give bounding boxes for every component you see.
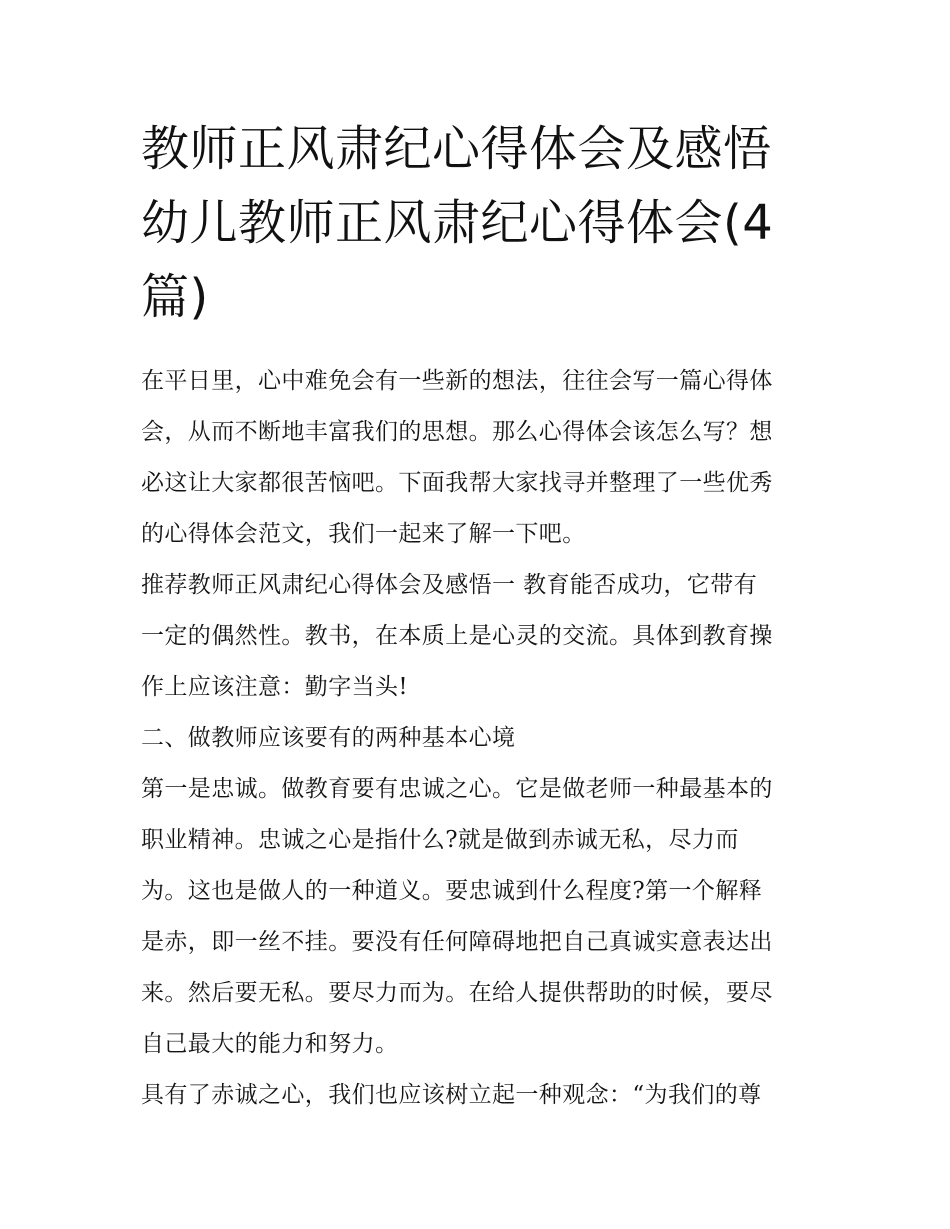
text-line: 是赤，即一丝不挂。要没有任何障碍地把自己真诚实意表达出 — [141, 929, 773, 955]
document-body — [141, 356, 813, 1121]
text-line: 二、做教师应该要有的两种基本心境 — [141, 725, 516, 751]
document-title — [141, 112, 813, 334]
text-line: 自己最大的能力和努力。 — [141, 1031, 399, 1057]
text-line: 具有了赤诚之心，我们也应该树立起一种观念：“为我们的尊 — [141, 1082, 762, 1108]
text-line: 职业精神。忠诚之心是指什么?就是做到赤诚无私，尽力而 — [141, 827, 739, 853]
text-line: 会，从而不断地丰富我们的思想。那么心得体会该怎么写？想 — [141, 419, 773, 445]
text-line: 必这让大家都很苦恼吧。下面我帮大家找寻并整理了一些优秀 — [141, 470, 773, 496]
title-line: 教师正风肃纪心得体会及感悟 — [141, 121, 772, 177]
title-line: 幼儿教师正风肃纪心得体会(4 — [141, 195, 774, 251]
text-line: 作上应该注意：勤字当头! — [141, 674, 409, 700]
loyalty-paragraph — [141, 764, 813, 1070]
intro-paragraph — [141, 356, 813, 560]
sincerity-paragraph — [141, 1070, 813, 1121]
section-heading — [141, 713, 813, 764]
text-line: 推荐教师正风肃纪心得体会及感悟一 教育能否成功，它带有 — [141, 572, 758, 598]
recommend-paragraph — [141, 560, 813, 713]
text-line: 第一是忠诚。做教育要有忠诚之心。它是做老师一种最基本的 — [141, 776, 773, 802]
text-line: 在平日里，心中难免会有一些新的想法，往往会写一篇心得体 — [141, 368, 773, 394]
text-line: 的心得体会范文，我们一起来了解一下吧。 — [141, 521, 586, 547]
text-line: 来。然后要无私。要尽力而为。在给人提供帮助的时候，要尽 — [141, 980, 773, 1006]
title-line: 篇) — [141, 269, 209, 325]
text-line: 一定的偶然性。教书，在本质上是心灵的交流。具体到教育操 — [141, 623, 773, 649]
text-line: 为。这也是做人的一种道义。要忠诚到什么程度?第一个解释 — [141, 878, 763, 904]
document-page — [141, 112, 813, 1121]
